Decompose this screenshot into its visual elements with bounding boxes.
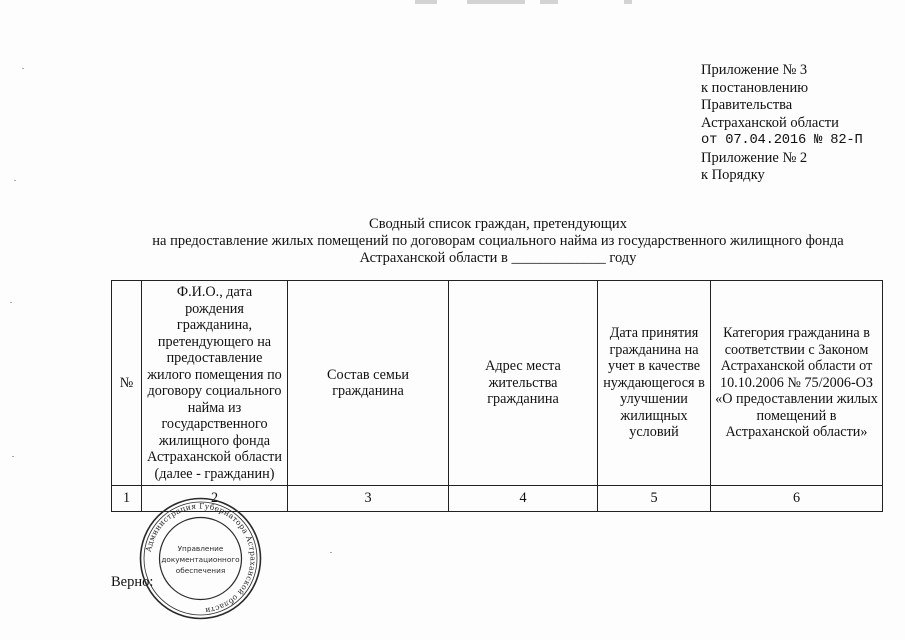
header-cell-fio: Ф.И.О., дата рождения гражданина, претендующего на предоставление жилого помещения по договору социального найма из государственного жилищного фонда Астраханской области (далее - гражданин)	[142, 281, 288, 486]
official-stamp	[138, 496, 263, 621]
header-cell-registration-date: Дата принятия гражданина на учет в качестве нуждающегося в улучшении жилищных условий	[598, 281, 711, 486]
column-number-cell: 1	[112, 486, 142, 512]
citizens-table-wrap	[111, 280, 882, 511]
column-number-cell: 4	[449, 486, 598, 512]
stamp-center-line: Управление	[177, 544, 224, 553]
column-number-cell: 2	[142, 486, 288, 512]
stamp-center-line: обеспечения	[175, 566, 226, 575]
column-number-cell: 6	[711, 486, 883, 512]
scan-artifact	[415, 0, 437, 4]
appendix-date-line: от 07.04.2016 № 82-П	[701, 133, 863, 148]
scan-speck	[14, 180, 16, 181]
title-line: Астраханской области в _____________ году	[359, 250, 637, 266]
appendix-line: Приложение № 3	[701, 62, 808, 78]
header-cell-family: Состав семьи гражданина	[288, 281, 449, 486]
appendix-line: к Порядку	[701, 167, 765, 183]
verno-label: Верно:	[111, 574, 154, 590]
table-header-row	[112, 281, 883, 486]
document-title	[118, 216, 878, 267]
stamp-ring-text: Администрация Губернатора Астраханской области	[143, 501, 258, 616]
scan-artifact	[624, 0, 632, 4]
header-cell-address: Адрес места жительства гражданина	[449, 281, 598, 486]
scan-speck	[330, 552, 332, 553]
scan-artifact	[540, 0, 558, 4]
scan-artifact	[467, 0, 525, 4]
citizens-table	[111, 280, 883, 512]
header-cell-number: №	[112, 281, 142, 486]
header-cell-category: Категория гражданина в соответствии с Законом Астраханской области от 10.10.2006 № 75/2006-ОЗ «О предоставлении жилых помещений в Астраханской области»	[711, 281, 883, 486]
title-line: на предоставление жилых помещений по договорам социального найма из государственного жилищного фонда	[152, 233, 844, 249]
column-number-cell: 3	[288, 486, 449, 512]
appendix-line: Астраханской области	[701, 114, 839, 131]
scan-speck	[12, 456, 14, 457]
column-number-cell: 5	[598, 486, 711, 512]
title-line: Сводный список граждан, претендующих	[369, 216, 627, 232]
stamp-center-line: документационного	[161, 555, 240, 564]
scan-speck	[22, 68, 24, 69]
appendix-line: Приложение № 2	[701, 149, 808, 166]
appendix-line: к постановлению	[701, 79, 809, 96]
scan-speck	[10, 302, 12, 303]
appendix-block	[701, 62, 891, 185]
appendix-line: Правительства	[701, 97, 793, 113]
